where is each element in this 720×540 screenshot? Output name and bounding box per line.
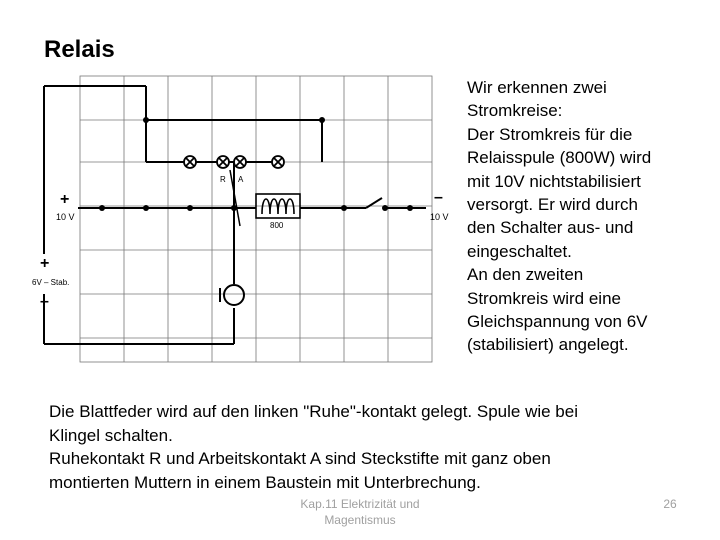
explanation-line: Der Stromkreis für die (467, 124, 633, 144)
explanation-line: An den zweiten (467, 265, 584, 285)
slide-title: Relais (44, 36, 115, 63)
minus-right-label: – (434, 189, 443, 206)
explanation-line: den Schalter aus- und (467, 218, 634, 238)
explanation-line: eingeschaltet. (467, 241, 572, 261)
explanation-line: Stromkreis wird eine (467, 288, 621, 308)
relay-circuit-diagram (30, 76, 449, 366)
switch-icon (366, 198, 382, 208)
explanation-line: Wir erkennen zwei (467, 78, 607, 97)
coil-icon (256, 194, 300, 218)
description-line: Die Blattfeder wird auf den linken "Ruhe"-kontakt gelegt. Spule wie bei (49, 402, 578, 421)
plus-left-label: + (60, 191, 70, 208)
coil-value-label: 800 (270, 221, 284, 230)
explanation-line: versorgt. Er wird durch (467, 195, 638, 215)
slide-footer (270, 496, 450, 528)
explanation-line: (stabilisiert) angelegt. (467, 335, 629, 355)
footer-line: Magentismus (324, 513, 396, 527)
description-line: Ruhekontakt R und Arbeitskontakt A sind Steckstifte mit ganz oben (49, 449, 551, 468)
description-line: montierten Muttern in einem Baustein mit Unterbrechung. (49, 472, 481, 492)
page-number: 26 (663, 497, 677, 511)
explanation-line: mit 10V nichtstabilisiert (467, 171, 641, 191)
footer-line: Kap.11 Elektrizität und (300, 497, 420, 511)
v10-left-label: 10 V (56, 212, 75, 222)
contact-a-label: A (238, 175, 244, 184)
explanation-line: Gleichspannung von 6V (467, 312, 648, 332)
plus-6v-label: + (40, 255, 50, 272)
v10-right-label: 10 V (430, 212, 449, 222)
description-line: Klingel schalten. (49, 425, 173, 445)
explanation-text (467, 76, 717, 357)
contact-r-label: R (220, 175, 226, 184)
board-grid (80, 76, 432, 362)
explanation-line: Stromkreise: (467, 101, 563, 121)
description-text (49, 400, 709, 494)
v6-label: 6V – Stab. (32, 278, 70, 287)
explanation-line: Relaisspule (800W) wird (467, 148, 652, 168)
meter-icon (220, 285, 244, 305)
minus-6v-label: – (40, 293, 49, 310)
